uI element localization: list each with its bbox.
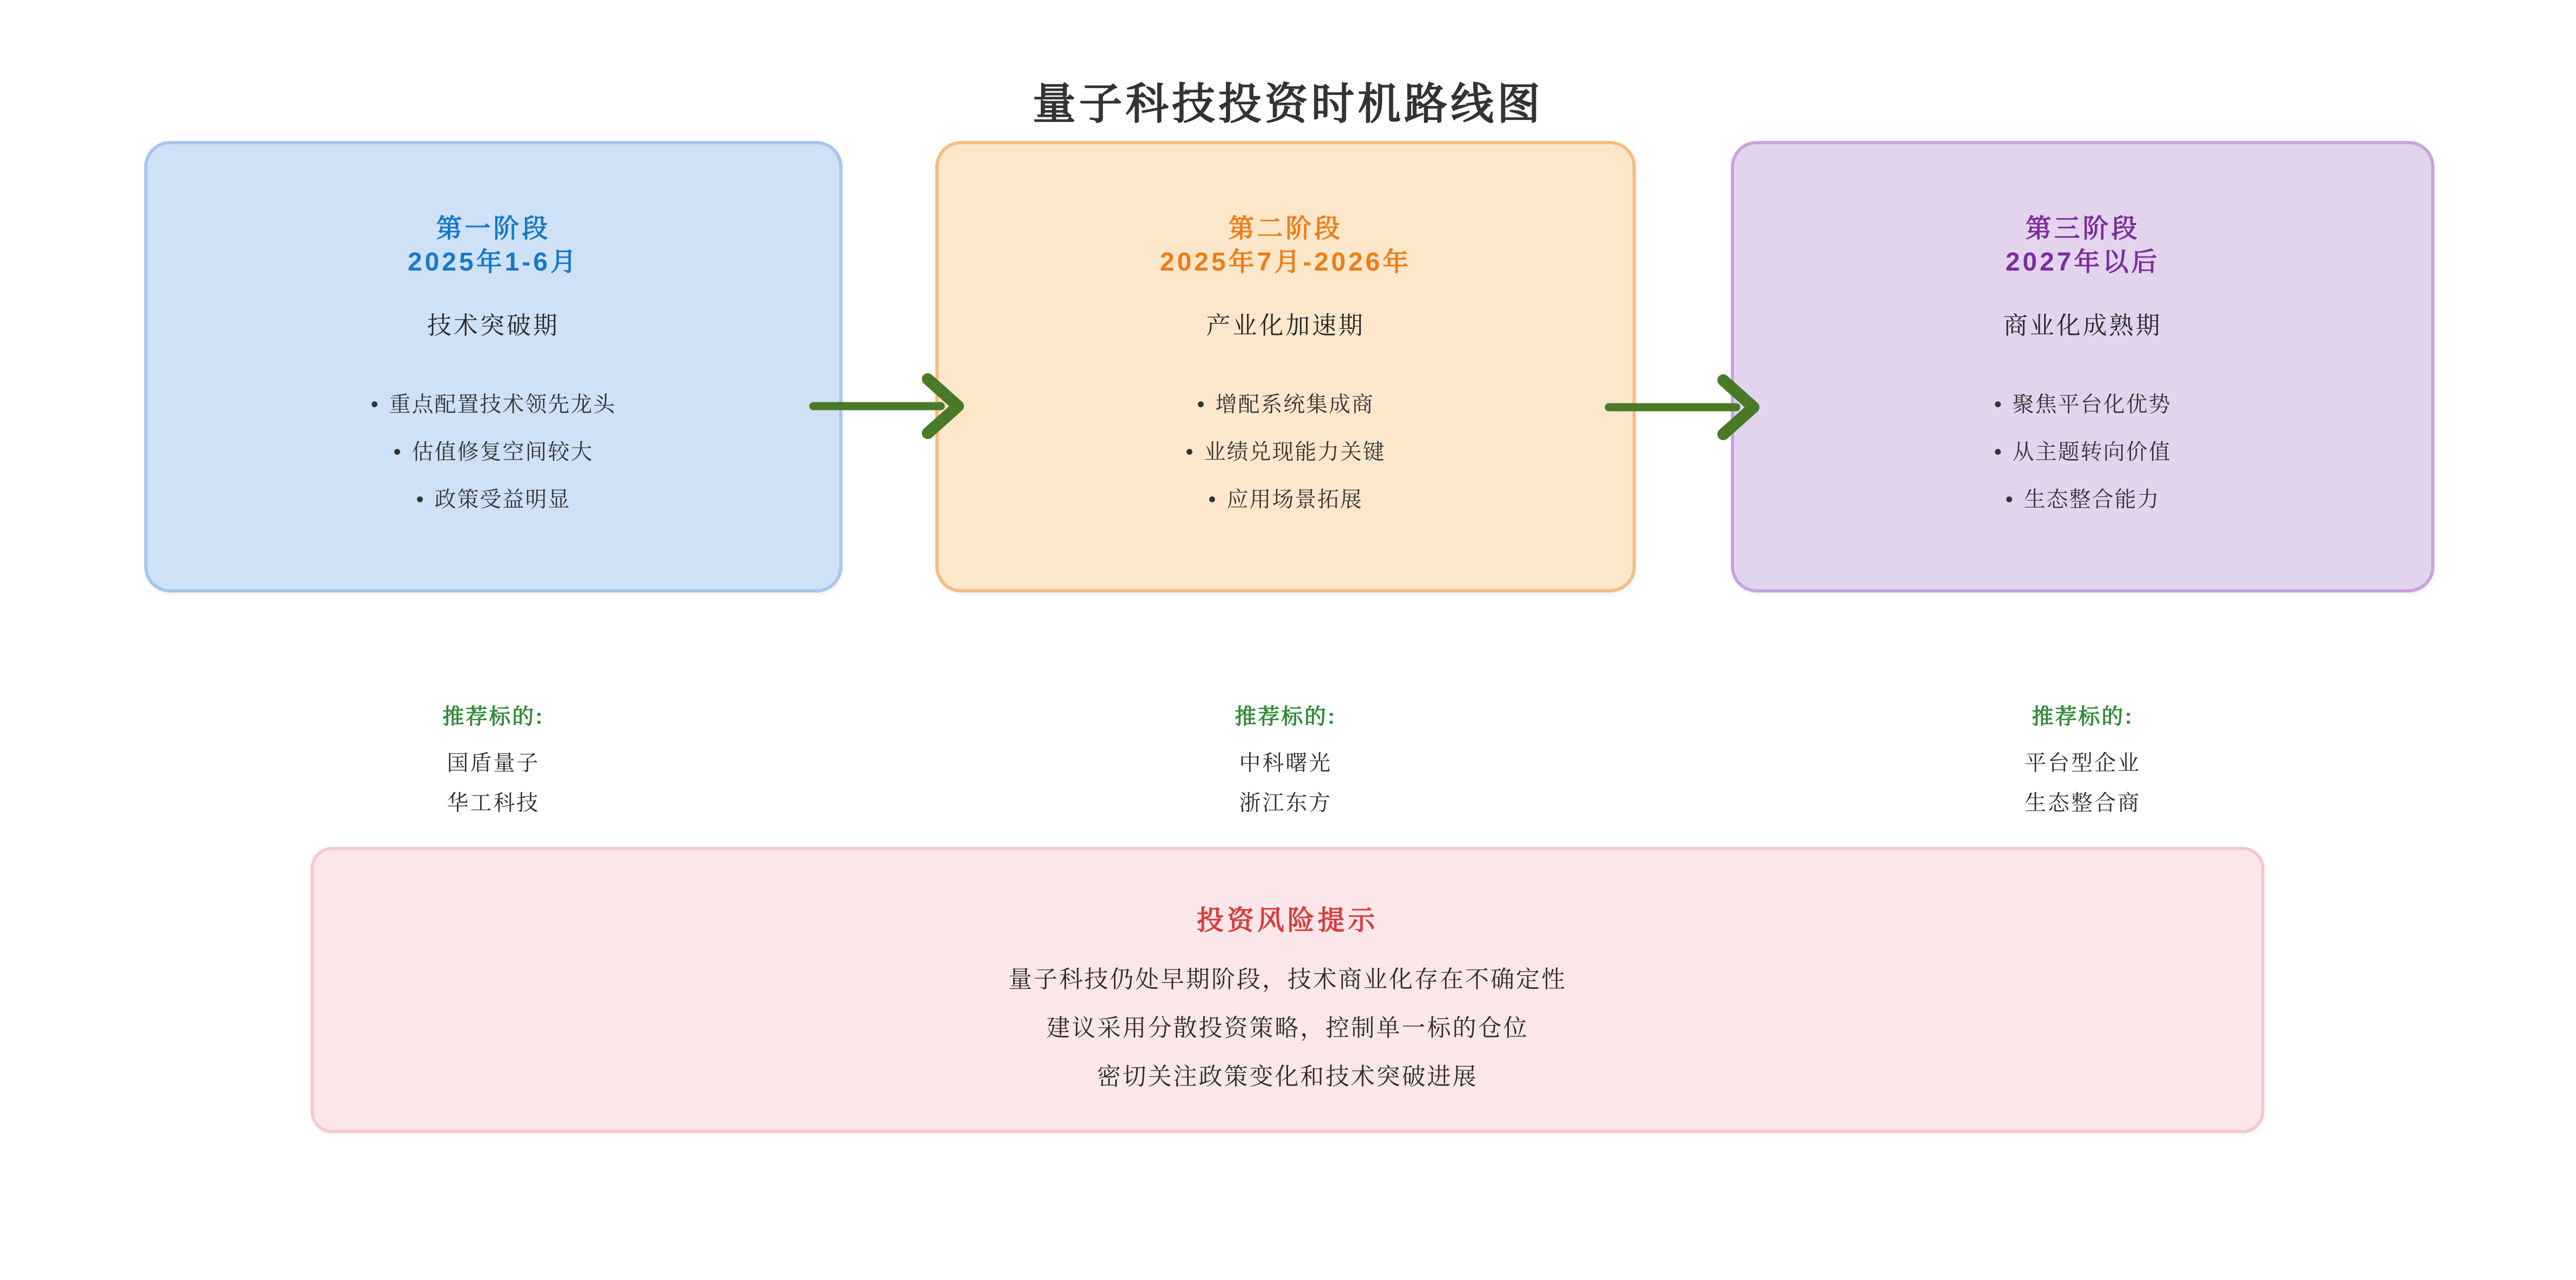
phase-bullet [1994, 428, 2171, 476]
page-title: 量子科技投资时机路线图 [1033, 80, 1543, 128]
phase-bullet [1185, 381, 1385, 428]
recommendation-col-3 [1731, 702, 2435, 823]
recommend-label: 推荐标的: [2032, 705, 2134, 729]
bullet-dot: • [2005, 488, 2014, 511]
phase-1-stage: 技术突破期 [427, 312, 559, 339]
phase-3-heading [2006, 212, 2160, 279]
phase-2-heading [1160, 212, 1411, 279]
recommend-label: 推荐标的: [1235, 705, 1337, 729]
recommend-item: 生态整合商 [2025, 791, 2141, 815]
recommend-item: 国盾量子 [447, 751, 540, 775]
phase-2-period: 2025年7月-2026年 [1159, 248, 1412, 277]
risk-line: 量子科技仍处早期阶段，技术商业化存在不确定性 [1008, 966, 1567, 993]
phase-3-stage: 商业化成熟期 [2003, 312, 2162, 339]
phase-bullet [1994, 381, 2171, 428]
phase-bullet-text: 政策受益明显 [434, 488, 571, 511]
bullet-dot: • [1208, 488, 1217, 511]
phase-2-name: 第二阶段 [1228, 214, 1343, 243]
phase-bullet [370, 381, 616, 428]
bullet-dot: • [1185, 440, 1195, 464]
phase-1-period: 2025年1-6月 [407, 248, 579, 277]
bullet-dot: • [370, 393, 380, 416]
bullet-dot: • [1994, 440, 2003, 464]
phase-3-name: 第三阶段 [2025, 214, 2140, 243]
arrow-right-icon [805, 363, 967, 449]
recommend-item: 华工科技 [447, 791, 540, 815]
risk-line: 密切关注政策变化和技术突破进展 [1097, 1063, 1478, 1090]
risk-title: 投资风险提示 [1197, 905, 1378, 935]
recommend-items [935, 743, 1636, 823]
phase-bullet-text: 估值修复空间较大 [412, 440, 594, 464]
phase-bullet-text: 生态整合能力 [2024, 488, 2160, 511]
phase-1-name: 第一阶段 [436, 214, 551, 243]
recommendation-col-1 [144, 702, 842, 823]
recommend-item: 平台型企业 [2025, 751, 2141, 775]
phase-bullet [1185, 428, 1385, 476]
recommend-item: 浙江东方 [1239, 791, 1332, 815]
phase-card-2 [935, 141, 1636, 592]
bullet-dot: • [393, 440, 402, 464]
phase-2-stage: 产业化加速期 [1206, 312, 1365, 339]
arrow-right-icon [1600, 364, 1762, 450]
recommend-items [1731, 743, 2435, 823]
risk-box [311, 847, 2264, 1133]
risk-lines [1008, 955, 1567, 1101]
phase-2-bullets [1185, 381, 1385, 523]
phase-bullet [1185, 476, 1385, 523]
phase-bullet-text: 应用场景拓展 [1226, 488, 1363, 511]
risk-line: 建议采用分散投资策略，控制单一标的仓位 [1046, 1015, 1529, 1041]
phase-3-bullets [1994, 381, 2171, 523]
phase-1-heading [408, 212, 579, 279]
phase-3-period: 2027年以后 [2005, 248, 2160, 277]
phase-bullet-text: 重点配置技术领先龙头 [389, 393, 616, 416]
phase-bullet-text: 聚焦平台化优势 [2012, 393, 2172, 416]
recommend-label: 推荐标的: [442, 705, 544, 729]
phase-bullet [370, 428, 616, 476]
bullet-dot: • [416, 488, 425, 511]
phase-card-3 [1731, 141, 2435, 592]
phase-bullet-text: 从主题转向价值 [2012, 440, 2172, 464]
bullet-dot: • [1197, 393, 1206, 416]
recommend-items [144, 743, 842, 823]
recommend-item: 中科曙光 [1239, 751, 1332, 775]
phase-bullet [1994, 476, 2171, 523]
bullet-dot: • [1994, 393, 2003, 416]
phase-bullet [370, 476, 616, 523]
phase-bullet-text: 业绩兑现能力关键 [1204, 440, 1386, 464]
phase-card-1 [144, 141, 842, 592]
recommendation-col-2 [935, 702, 1636, 823]
phase-bullet-text: 增配系统集成商 [1215, 393, 1374, 416]
phase-1-bullets [370, 381, 616, 523]
